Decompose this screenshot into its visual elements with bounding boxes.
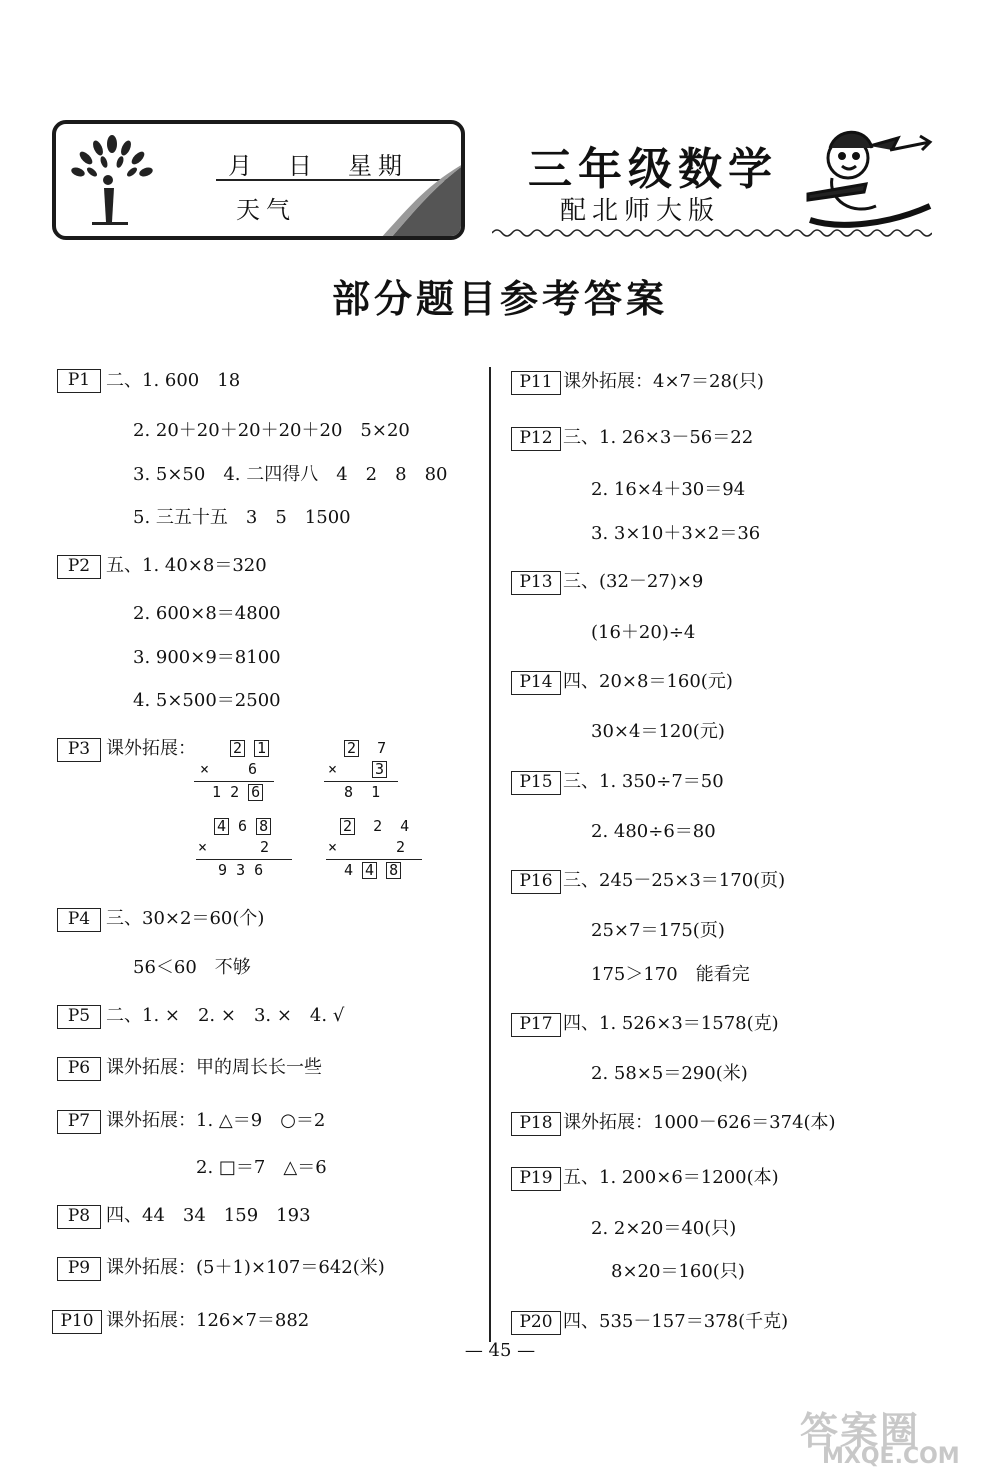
answer-line: 30×4＝120(元) bbox=[591, 721, 725, 742]
answer-line: 四、44 34 159 193 bbox=[106, 1205, 311, 1226]
page-tag: P1 bbox=[57, 369, 101, 393]
page-title: 部分题目参考答案 bbox=[331, 277, 668, 321]
answer-line: 课外拓展： bbox=[106, 738, 196, 759]
page-tag: P8 bbox=[57, 1205, 101, 1229]
header-wave-divider bbox=[492, 226, 932, 240]
weather-label: 天气 bbox=[236, 196, 296, 224]
answer-line: 三、(32－27)×9 bbox=[563, 571, 704, 592]
vertical-multiplication bbox=[326, 818, 426, 878]
tree-logo-icon bbox=[62, 130, 162, 230]
times-sign: × bbox=[328, 838, 338, 856]
result-digit: 2 bbox=[230, 783, 240, 801]
answer-line: 2. □＝7 △＝6 bbox=[196, 1157, 327, 1178]
times-sign: × bbox=[198, 838, 208, 856]
watermark-line1: 答案圈 bbox=[800, 1409, 921, 1453]
answer-line: 3. 900×9＝8100 bbox=[133, 647, 281, 668]
result-digit: 3 bbox=[236, 861, 246, 879]
vertical-multiplication bbox=[196, 818, 296, 878]
answer-line: 五、1. 200×6＝1200(本) bbox=[563, 1167, 779, 1188]
page-tag: P6 bbox=[57, 1057, 101, 1081]
times-sign: × bbox=[200, 760, 210, 778]
mascot-icon bbox=[780, 120, 940, 235]
page-tag: P5 bbox=[57, 1005, 101, 1029]
date-line: 月 日 星期 bbox=[228, 152, 408, 180]
page-curl-icon bbox=[345, 164, 465, 240]
answer-line: 课外拓展：1. △＝9 ○＝2 bbox=[106, 1110, 326, 1131]
multiplier-digit: 2 bbox=[396, 838, 406, 856]
times-sign: × bbox=[328, 760, 338, 778]
top-digit: 4 bbox=[400, 817, 410, 835]
answer-box: 3 bbox=[372, 761, 387, 778]
answer-line: 5. 三五十五 3 5 1500 bbox=[133, 507, 351, 528]
answer-line: (16＋20)÷4 bbox=[591, 622, 696, 643]
answer-line: 课外拓展：(5＋1)×107＝642(米) bbox=[106, 1257, 385, 1278]
answer-box: 2 bbox=[230, 740, 245, 757]
result-digit: 9 bbox=[218, 861, 228, 879]
answer-line: 课外拓展：4×7＝28(只) bbox=[563, 371, 764, 392]
page-tag: P3 bbox=[57, 738, 101, 762]
answer-line: 8×20＝160(只) bbox=[611, 1261, 745, 1282]
answer-box: 1 bbox=[254, 740, 269, 757]
answer-line: 25×7＝175(页) bbox=[591, 920, 725, 941]
answer-line: 2. 2×20＝40(只) bbox=[591, 1218, 737, 1239]
result-digit: 8 bbox=[344, 783, 354, 801]
page-tag: P2 bbox=[57, 555, 101, 579]
answer-line: 二、1. 600 18 bbox=[106, 370, 241, 391]
answer-line: 二、1. × 2. × 3. × 4. √ bbox=[106, 1005, 345, 1026]
page-tag: P14 bbox=[511, 671, 561, 695]
top-digit: 6 bbox=[238, 817, 248, 835]
page-tag: P4 bbox=[57, 908, 101, 932]
page-tag: P9 bbox=[57, 1257, 101, 1281]
vertical-multiplication bbox=[186, 740, 286, 800]
page-tag: P12 bbox=[511, 427, 561, 451]
answer-box: 2 bbox=[340, 818, 355, 835]
date-card bbox=[52, 120, 465, 240]
result-digit: 1 bbox=[371, 783, 381, 801]
answer-line: 56＜60 不够 bbox=[133, 957, 251, 978]
answer-line: 4. 5×500＝2500 bbox=[133, 690, 281, 711]
answer-line: 2. 480÷6＝80 bbox=[591, 821, 716, 842]
multiplier-digit: 2 bbox=[260, 838, 270, 856]
answer-line: 四、1. 526×3＝1578(克) bbox=[563, 1013, 779, 1034]
answer-line: 四、20×8＝160(元) bbox=[563, 671, 733, 692]
watermark bbox=[800, 1400, 990, 1470]
page-tag: P13 bbox=[511, 571, 561, 595]
answer-box: 6 bbox=[248, 784, 263, 801]
answer-line: 2. 58×5＝290(米) bbox=[591, 1063, 748, 1084]
page-tag: P10 bbox=[52, 1310, 102, 1334]
page-tag: P7 bbox=[57, 1110, 101, 1134]
answer-line: 2. 600×8＝4800 bbox=[133, 603, 281, 624]
vertical-multiplication bbox=[322, 740, 422, 800]
answer-line: 课外拓展：1000－626＝374(本) bbox=[563, 1112, 836, 1133]
answer-line: 2. 20＋20＋20＋20＋20 5×20 bbox=[133, 420, 410, 441]
answer-line: 五、1. 40×8＝320 bbox=[106, 555, 267, 576]
answer-box: 8 bbox=[386, 862, 401, 879]
result-digit: 6 bbox=[254, 861, 264, 879]
answer-line: 三、1. 350÷7＝50 bbox=[563, 771, 724, 792]
answer-line: 课外拓展：甲的周长长一些 bbox=[106, 1057, 322, 1078]
book-subtitle: 配北师大版 bbox=[560, 196, 721, 226]
page-tag: P20 bbox=[511, 1311, 561, 1335]
answer-line: 四、535－157＝378(千克) bbox=[563, 1311, 789, 1332]
answer-line: 课外拓展：126×7＝882 bbox=[106, 1310, 310, 1331]
answer-box: 8 bbox=[256, 818, 271, 835]
page-tag: P15 bbox=[511, 771, 561, 795]
watermark-line2: MXQE.COM bbox=[822, 1444, 960, 1469]
answer-line: 三、30×2＝60(个) bbox=[106, 908, 265, 929]
page-tag: P17 bbox=[511, 1013, 561, 1037]
page-tag: P19 bbox=[511, 1167, 561, 1191]
answer-line: 三、245－25×3＝170(页) bbox=[563, 870, 786, 891]
page-number: — 45 — bbox=[464, 1340, 536, 1361]
multiplier-digit: 6 bbox=[248, 760, 258, 778]
column-divider bbox=[489, 367, 491, 1342]
top-digit: 7 bbox=[377, 739, 387, 757]
answer-line: 2. 16×4＋30＝94 bbox=[591, 479, 746, 500]
page-tag: P18 bbox=[511, 1112, 561, 1136]
answer-box: 2 bbox=[344, 740, 359, 757]
page-tag: P16 bbox=[511, 870, 561, 894]
answer-box: 4 bbox=[214, 818, 229, 835]
result-digit: 1 bbox=[212, 783, 222, 801]
page-tag: P11 bbox=[511, 371, 561, 395]
book-title: 三年级数学 bbox=[528, 144, 778, 195]
answer-line: 3. 3×10＋3×2＝36 bbox=[591, 523, 761, 544]
top-digit: 2 bbox=[373, 817, 383, 835]
result-digit: 4 bbox=[344, 861, 354, 879]
answer-box: 4 bbox=[362, 862, 377, 879]
answer-line: 175＞170 能看完 bbox=[591, 964, 750, 985]
answer-line: 三、1. 26×3－56＝22 bbox=[563, 427, 754, 448]
answer-line: 3. 5×50 4. 二四得八 4 2 8 80 bbox=[133, 464, 448, 485]
